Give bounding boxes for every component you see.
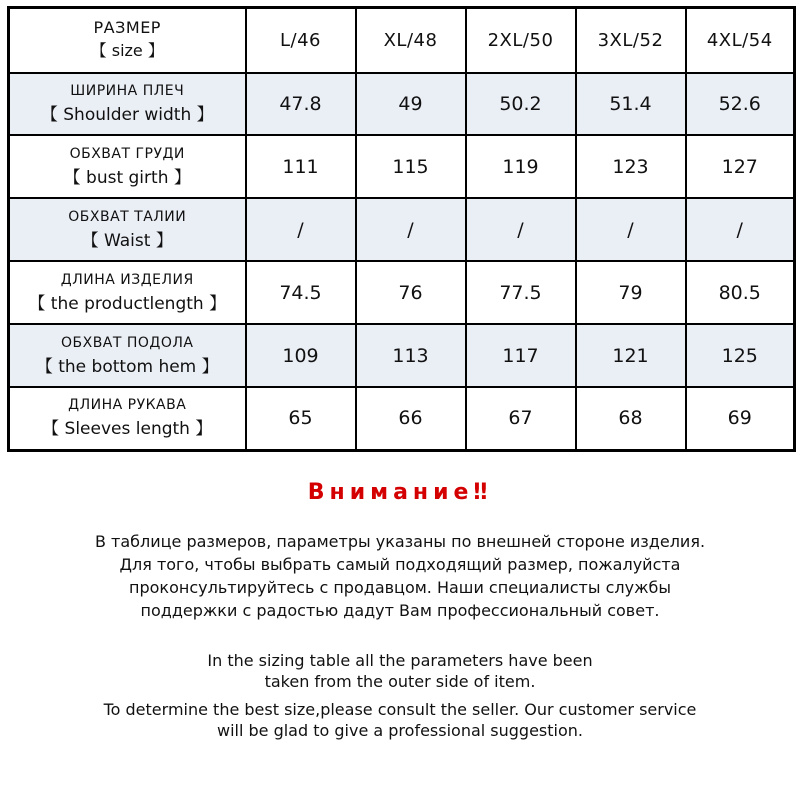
notes-ru-line: Для того, чтобы выбрать самый подходящий размер, пожалуйста bbox=[119, 555, 681, 574]
size-column-header: 2XL/50 bbox=[466, 8, 576, 73]
row-label-cell bbox=[9, 135, 246, 198]
value-cell: 50.2 bbox=[466, 73, 576, 136]
header-label-en: 【 size 】 bbox=[90, 41, 164, 61]
value-cell: 66 bbox=[356, 387, 466, 451]
row-label-cell bbox=[9, 198, 246, 261]
table-row bbox=[9, 198, 795, 261]
value-cell: 115 bbox=[356, 135, 466, 198]
size-column-header: L/46 bbox=[246, 8, 356, 73]
row-label-cell bbox=[9, 387, 246, 451]
notes-russian bbox=[0, 530, 800, 622]
value-cell: 79 bbox=[576, 261, 686, 324]
notes-spacer bbox=[0, 692, 800, 699]
value-cell: 47.8 bbox=[246, 73, 356, 136]
row-label-cell bbox=[9, 261, 246, 324]
value-cell: 74.5 bbox=[246, 261, 356, 324]
row-label-en: 【 Waist 】 bbox=[81, 230, 173, 251]
value-cell: / bbox=[576, 198, 686, 261]
size-column-header: 3XL/52 bbox=[576, 8, 686, 73]
table-row bbox=[9, 261, 795, 324]
notes-ru-line: проконсультируйтесь с продавцом. Наши специалисты службы bbox=[129, 578, 671, 597]
value-cell: 127 bbox=[686, 135, 795, 198]
row-label-ru: ДЛИНА ИЗДЕЛИЯ bbox=[60, 271, 194, 288]
value-cell: 49 bbox=[356, 73, 466, 136]
value-cell: 123 bbox=[576, 135, 686, 198]
row-label-ru: ОБХВАТ ТАЛИИ bbox=[68, 208, 187, 225]
row-label-en: 【 Sleeves length 】 bbox=[42, 419, 213, 440]
header-label-cell bbox=[9, 8, 246, 73]
value-cell: / bbox=[246, 198, 356, 261]
size-chart-table bbox=[7, 6, 796, 452]
row-label-en: 【 bust girth 】 bbox=[63, 167, 191, 188]
value-cell: 113 bbox=[356, 324, 466, 387]
row-label-ru: ШИРИНА ПЛЕЧ bbox=[70, 82, 185, 99]
value-cell: 69 bbox=[686, 387, 795, 451]
notes-english bbox=[0, 650, 800, 741]
row-label-en: 【 Shoulder width 】 bbox=[40, 104, 214, 125]
value-cell: 52.6 bbox=[686, 73, 795, 136]
notes-en-line: taken from the outer side of item. bbox=[264, 672, 536, 691]
value-cell: 117 bbox=[466, 324, 576, 387]
value-cell: 77.5 bbox=[466, 261, 576, 324]
value-cell: 111 bbox=[246, 135, 356, 198]
notes-ru-line: В таблице размеров, параметры указаны по внешней стороне изделия. bbox=[94, 532, 706, 551]
value-cell: 68 bbox=[576, 387, 686, 451]
value-cell: / bbox=[356, 198, 466, 261]
value-cell: 65 bbox=[246, 387, 356, 451]
value-cell: 125 bbox=[686, 324, 795, 387]
notice-title: Внимание‼ bbox=[307, 480, 493, 505]
size-column-header: 4XL/54 bbox=[686, 8, 795, 73]
notes-en-line: To determine the best size,please consult the seller. Our customer service bbox=[103, 700, 697, 719]
size-column-header: XL/48 bbox=[356, 8, 466, 73]
header-label-ru: РАЗМЕР bbox=[93, 18, 161, 38]
notes-ru-line: поддержки с радостью дадут Вам профессиональный совет. bbox=[140, 601, 660, 620]
header-row bbox=[9, 8, 795, 73]
notes-en-line: will be glad to give a professional suggestion. bbox=[216, 721, 583, 740]
value-cell: 109 bbox=[246, 324, 356, 387]
value-cell: 121 bbox=[576, 324, 686, 387]
row-label-ru: ОБХВАТ ГРУДИ bbox=[69, 145, 185, 162]
value-cell: 119 bbox=[466, 135, 576, 198]
row-label-ru: ОБХВАТ ПОДОЛА bbox=[60, 334, 194, 351]
notes-en-line: In the sizing table all the parameters have been bbox=[207, 651, 593, 670]
row-label-en: 【 the bottom hem 】 bbox=[35, 356, 219, 377]
value-cell: 80.5 bbox=[686, 261, 795, 324]
value-cell: 76 bbox=[356, 261, 466, 324]
value-cell: / bbox=[466, 198, 576, 261]
table-row bbox=[9, 324, 795, 387]
row-label-cell bbox=[9, 324, 246, 387]
table-row bbox=[9, 73, 795, 136]
row-label-ru: ДЛИНА РУКАВА bbox=[68, 397, 187, 414]
value-cell: 51.4 bbox=[576, 73, 686, 136]
table-row bbox=[9, 135, 795, 198]
table-row bbox=[9, 387, 795, 451]
value-cell: 67 bbox=[466, 387, 576, 451]
row-label-cell bbox=[9, 73, 246, 136]
row-label-en: 【 the productlength 】 bbox=[28, 293, 227, 314]
value-cell: / bbox=[686, 198, 795, 261]
